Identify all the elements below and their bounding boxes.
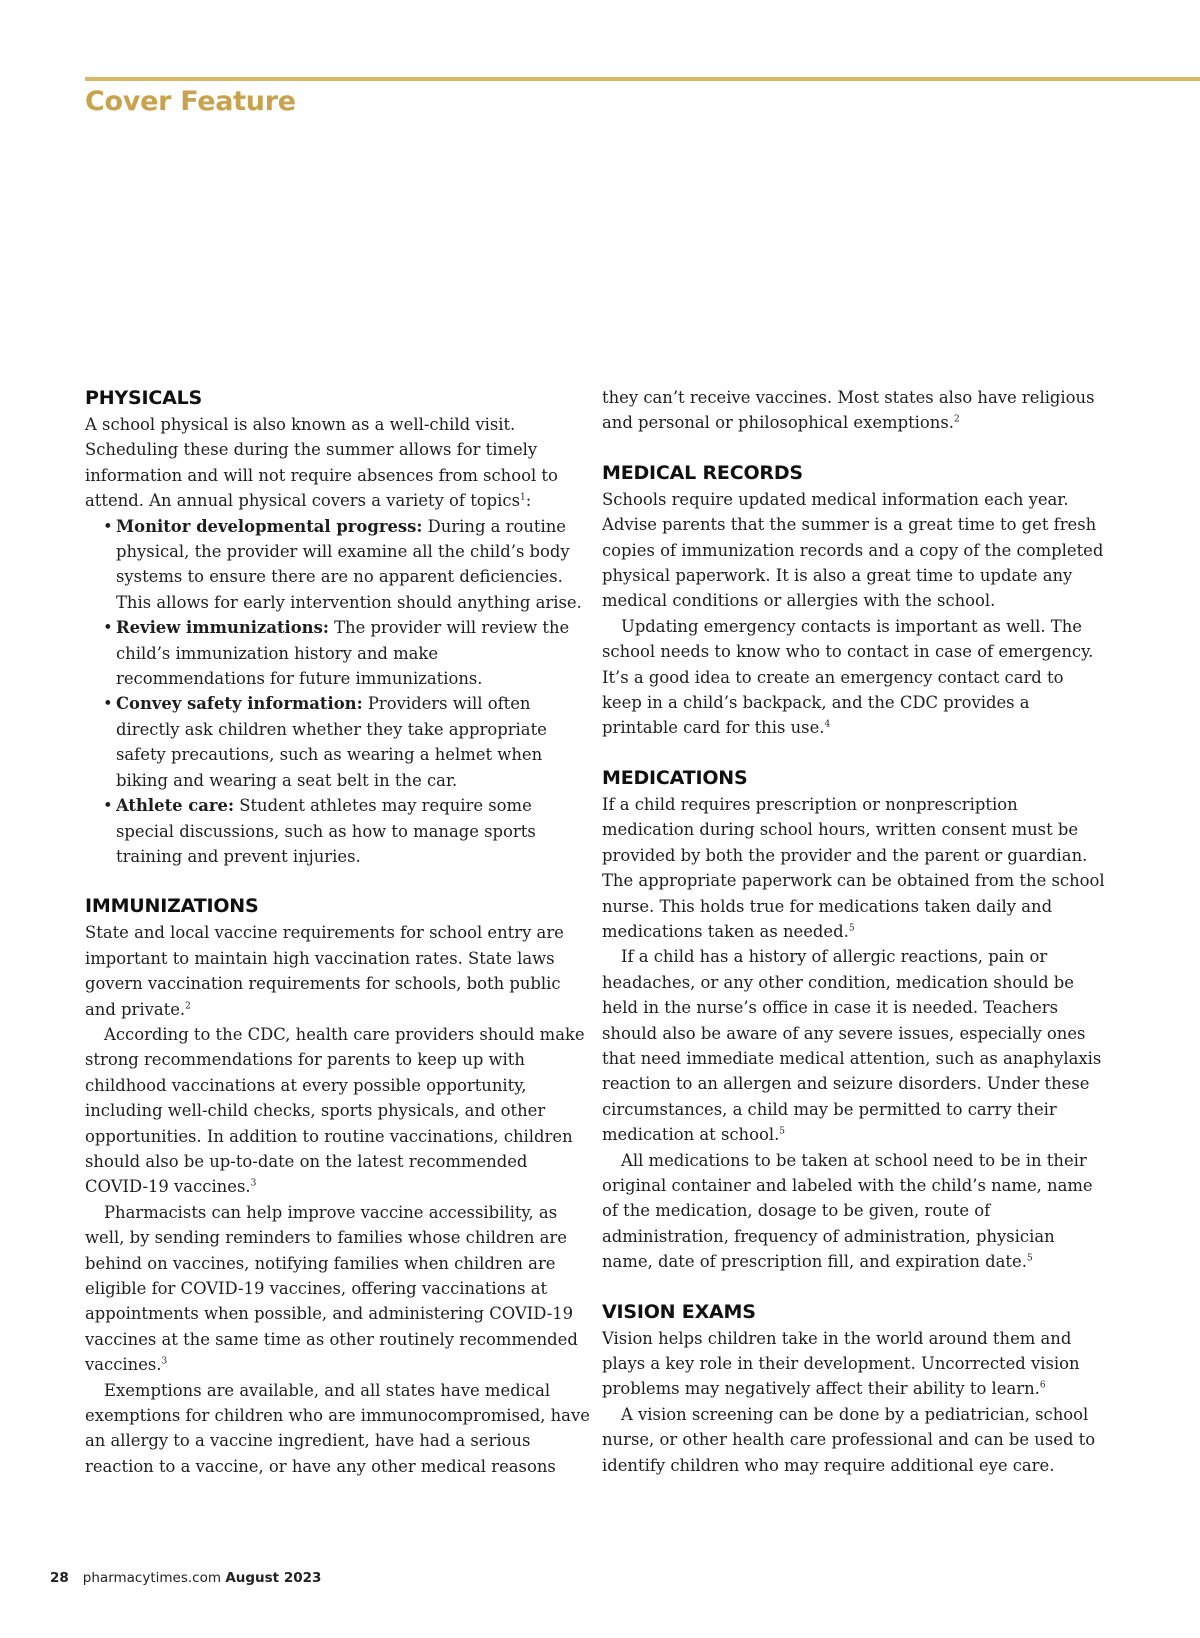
list-item <box>103 514 590 616</box>
medical-records-section <box>602 460 1107 741</box>
paragraph-text: Updating emergency contacts is important as well. The school needs to know who to contact in case of emergency. It’s a good idea to create an emergency contact card to keep in a child’s backpack, and the CDC provides a printable card for this use. <box>602 616 1094 738</box>
physicals-section <box>85 385 590 869</box>
reference-mark: 2 <box>953 414 960 425</box>
page-number: 28 <box>50 1570 69 1586</box>
list-item-term: Convey safety information: <box>116 694 363 714</box>
reference-mark: 2 <box>185 1001 191 1012</box>
paragraph <box>602 1326 1107 1402</box>
paragraph-text: they can’t receive vaccines. Most states also have religious and personal or philosophical exemptions. <box>602 388 1095 433</box>
site-name: pharmacytimes.com <box>82 1570 222 1586</box>
paragraph: Schools require updated medical information each year. Advise parents that the summer is a great time to get fresh copies of immunization records and a copy of the completed physical paperwork. It is also a great time to update any medical conditions or allergies with the school. <box>602 489 1104 611</box>
paragraph: A vision screening can be done by a pediatrician, school nurse, or other health care professional and can be used to identify children who may require additional eye care. <box>602 1404 1096 1475</box>
immunizations-section <box>85 893 590 1479</box>
topic-list <box>85 514 590 870</box>
vision-exams-section <box>602 1299 1107 1478</box>
reference-mark: 5 <box>848 923 855 934</box>
paragraph-text: Vision helps children take in the world around them and plays a key role in their development. Uncorrected vision problems may negatively affect their ability to learn. <box>602 1328 1080 1399</box>
paragraph <box>602 614 1107 741</box>
paragraph-text: State and local vaccine requirements for school entry are important to maintain high vaccination rates. State laws govern vaccination requirements for schools, both public and private. <box>85 923 564 1019</box>
paragraph-text: If a child has a history of allergic reactions, pain or headaches, or any other condition, medication should be held in the nurse’s office in case it is needed. Teachers should also be aware of any severe issues, especially ones that need immediate medical attention, such as anaphylaxis reaction to an allergen and seizure disorders. Under these circumstances, a child may be permitted to carry their medication at school. <box>602 947 1102 1145</box>
reference-mark: 4 <box>824 720 831 730</box>
paragraph <box>602 1148 1107 1275</box>
paragraph <box>85 1022 590 1200</box>
list-item-term: Review immunizations: <box>116 618 329 638</box>
page-footer <box>50 1570 321 1586</box>
reference-mark: 5 <box>1026 1253 1033 1264</box>
reference-mark: 5 <box>779 1126 786 1137</box>
section-heading: MEDICATIONS <box>602 766 748 789</box>
list-item <box>103 615 590 691</box>
section-heading: IMMUNIZATIONS <box>85 895 259 918</box>
section-heading: VISION EXAMS <box>602 1300 756 1323</box>
issue-date: August 2023 <box>225 1570 322 1586</box>
medications-section <box>602 765 1107 1275</box>
list-item-term: Athlete care: <box>116 796 234 816</box>
paragraph <box>602 385 1107 436</box>
paragraph-text: If a child requires prescription or nonprescription medication during school hours, written consent must be provided by both the provider and the parent or guardian. The appropriate paperwork can be obtained from the school nurse. This holds true for medications taken daily and medications taken as needed. <box>602 794 1105 941</box>
reference-mark: 3 <box>250 1178 257 1189</box>
list-item-text: The provider will review the child’s immunization history and make recommendations for future immunizations. <box>116 618 570 689</box>
section-heading: MEDICAL RECORDS <box>602 461 803 484</box>
reference-mark: 1 <box>519 492 526 503</box>
paragraph <box>85 1200 590 1378</box>
paragraph-text: : <box>525 491 532 511</box>
continued-text <box>602 385 1107 436</box>
reference-mark: 3 <box>161 1356 168 1367</box>
list-item-text: Providers will often directly ask children whether they take appropriate safety precautions, such as wearing a helmet when biking and wearing a seat belt in the car. <box>116 694 547 790</box>
paragraph <box>602 944 1107 1147</box>
list-item <box>103 691 590 793</box>
paragraph <box>602 792 1107 944</box>
paragraph <box>85 920 590 1022</box>
section-label: Cover Feature <box>85 86 296 117</box>
left-column <box>85 385 590 1503</box>
section-heading: PHYSICALS <box>85 387 202 409</box>
reference-mark: 6 <box>1039 1380 1046 1391</box>
paragraph <box>85 412 590 514</box>
paragraph-text: A school physical is also known as a well-child visit. Scheduling these during the summer allows for timely information and will not require absences from school to attend. An annual physical covers a variety of topics <box>85 415 558 511</box>
list-item-text: Student athletes may require some special discussions, such as how to manage sports training and prevent injuries. <box>116 796 536 866</box>
header-rule <box>85 77 1200 81</box>
list-item-term: Monitor developmental progress: <box>116 516 423 536</box>
list-item-text: During a routine physical, the provider will examine all the child’s body systems to ensure there are no apparent deficiencies. This allows for early intervention should anything arise. <box>116 516 582 612</box>
paragraph: Exemptions are available, and all states have medical exemptions for children who are immunocompromised, have an allergy to a vaccine ingredient, have had a serious reaction to a vaccine, or have any other medical reasons <box>85 1380 590 1476</box>
list-item <box>103 793 590 869</box>
paragraph-text: All medications to be taken at school need to be in their original container and labeled with the child’s name, name of the medication, dosage to be given, route of administration, frequency of administration, physician name, date of prescription fill, and expiration date. <box>602 1150 1093 1272</box>
paragraph-text: According to the CDC, health care providers should make strong recommendations for parents to keep up with childhood vaccinations at every possible opportunity, including well-child checks, sports physicals, and other opportunities. In addition to routine vaccinations, children should also be up-to-date on the latest recommended COVID-19 vaccines. <box>85 1024 585 1197</box>
right-column <box>602 385 1107 1502</box>
paragraph-text: Pharmacists can help improve vaccine accessibility, as well, by sending reminders to families whose children are behind on vaccines, notifying families when children are eligible for COVID-19 vaccines, offering vaccinations at appointments when possible, and administering COVID-19 vaccines at the same time as other routinely recommended vaccines. <box>85 1202 578 1375</box>
